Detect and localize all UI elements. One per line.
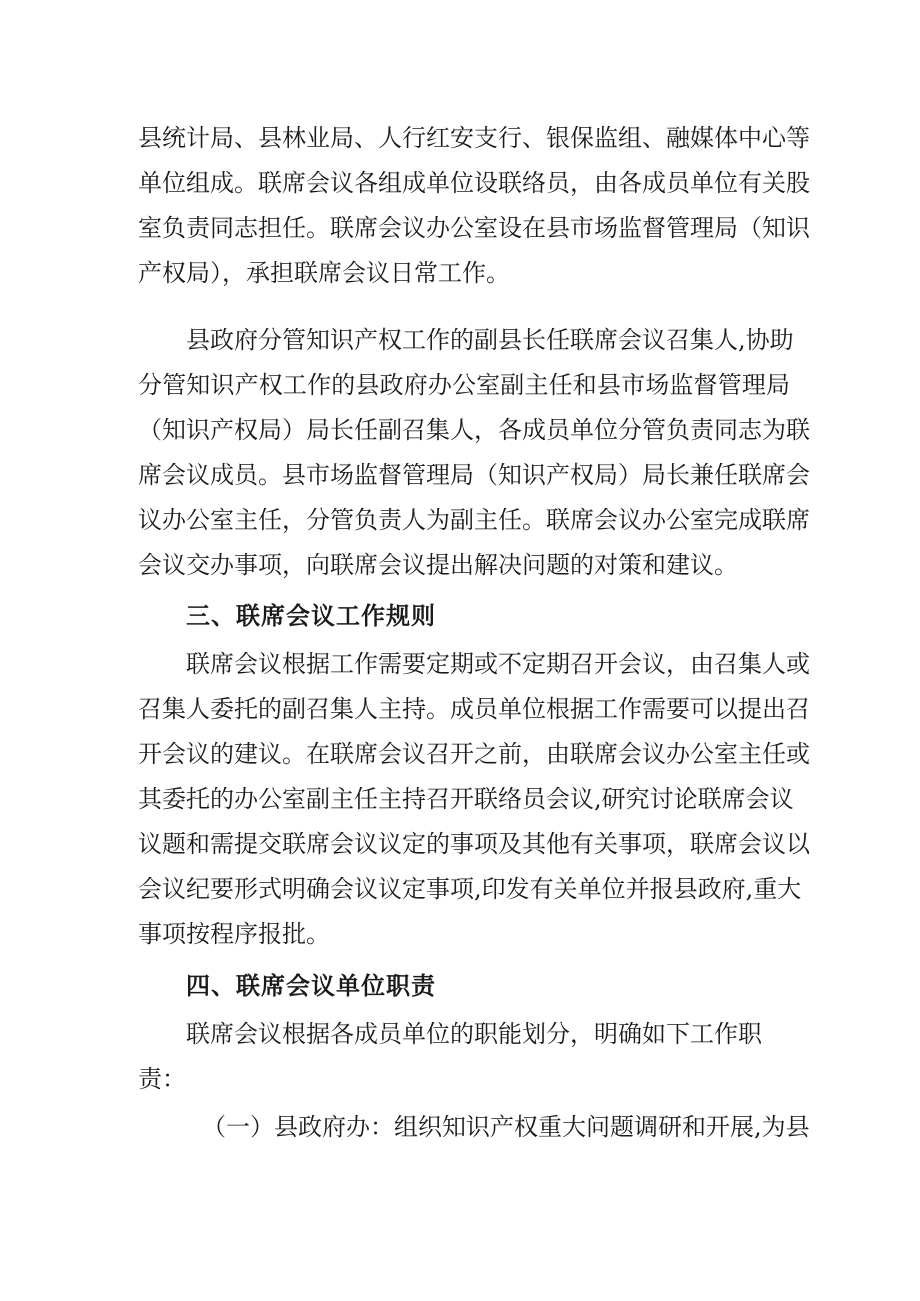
text-line: 县政府分管知识产权工作的副县长任联席会议召集人,协助 xyxy=(186,326,794,354)
text-line: 议办公室主任，分管负责人为副主任。联席会议办公室完成联席 xyxy=(138,506,810,534)
text-line: 召集人委托的副召集人主持。成员单位根据工作需要可以提出召 xyxy=(138,695,810,723)
list-item: （一）县政府办：组织知识产权重大问题调研和开展,为县 xyxy=(202,1113,810,1141)
text-line: 室负责同志担任。联席会议办公室设在县市场监督管理局（知识 xyxy=(138,214,810,242)
text-line: 责： xyxy=(138,1065,186,1093)
text-line: 联席会议根据各成员单位的职能划分，明确如下工作职 xyxy=(186,1020,762,1048)
section-heading: 三、联席会议工作规则 xyxy=(186,602,436,630)
text-line: 开会议的建议。在联席会议召开之前，由联席会议办公室主任或 xyxy=(138,740,810,768)
section-heading: 四、联席会议单位职责 xyxy=(186,972,436,1000)
text-line: 会议交办事项，向联席会议提出解决问题的对策和建议。 xyxy=(138,551,738,579)
text-line: 会议纪要形式明确会议议定事项,印发有关单位并报县政府,重大 xyxy=(138,875,802,903)
text-line: 单位组成。联席会议各组成单位设联络员，由各成员单位有关股 xyxy=(138,169,810,197)
text-line: 分管知识产权工作的县政府办公室副主任和县市场监督管理局 xyxy=(138,371,790,399)
text-line: 其委托的办公室副主任主持召开联络员会议,研究讨论联席会议 xyxy=(138,785,794,813)
text-line: 县统计局、县林业局、人行红安支行、银保监组、融媒体中心等 xyxy=(138,124,810,152)
text-line: 产权局），承担联席会议日常工作。 xyxy=(138,259,510,287)
text-line: 席会议成员。县市场监督管理局（知识产权局）局长兼任联席会 xyxy=(138,461,810,489)
text-line: 议题和需提交联席会议议定的事项及其他有关事项，联席会议以 xyxy=(138,830,810,858)
text-line: （知识产权局）局长任副召集人，各成员单位分管负责同志为联 xyxy=(138,416,810,444)
text-line: 事项按程序报批。 xyxy=(138,920,330,948)
text-line: 联席会议根据工作需要定期或不定期召开会议，由召集人或 xyxy=(186,650,810,678)
